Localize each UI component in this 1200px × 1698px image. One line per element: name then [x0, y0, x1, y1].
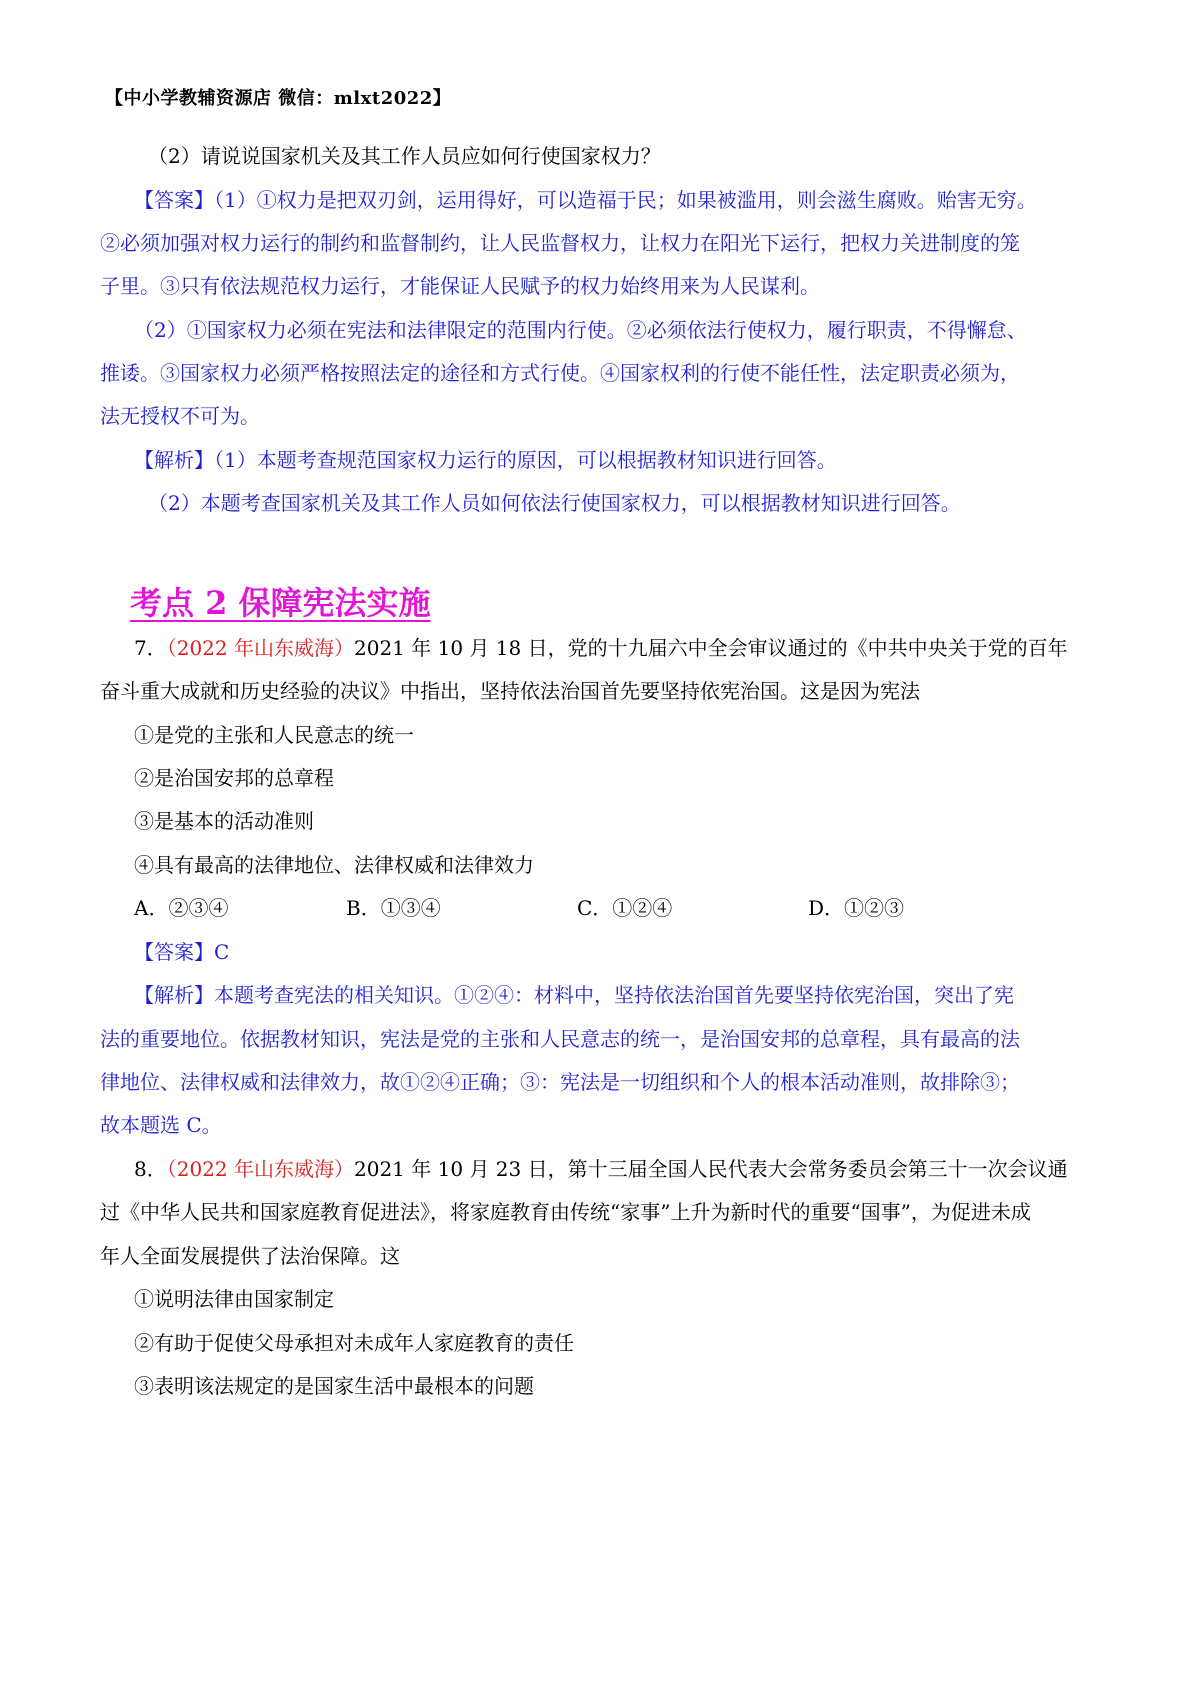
q8-stem-line-3: 年人全面发展提供了法治保障。这: [100, 1244, 400, 1268]
q7-analysis-line-2: 法的重要地位。依据教材知识，宪法是党的主张和人民意志的统一，是治国安邦的总章程，具有最高的法: [100, 1027, 1020, 1051]
q7-stem-line-1: [134, 634, 1068, 662]
q7-stem-line-2: 奋斗重大成就和历史经验的决议》中指出，坚持依法治国首先要坚持依宪治国。这是因为宪法: [100, 679, 920, 703]
q6-answer-line-4: （2）①国家权力必须在宪法和法律限定的范围内行使。②必须依法行使权力，履行职责，不得懈怠、: [134, 318, 1027, 342]
q8-stem-line-1: [134, 1155, 1068, 1183]
q7-option-b: B．①③④: [346, 896, 441, 920]
analysis-tag: 【解析】: [134, 983, 214, 1007]
q7-answer: [134, 938, 229, 966]
q8-source: （2022 年山东威海）: [166, 1157, 354, 1181]
section-title: 考点 2 保障宪法实施: [130, 584, 431, 622]
answer-tag: 【答案】: [134, 940, 214, 964]
q7-analysis-line-1: [134, 981, 1014, 1009]
q6-answer-line-5: 推诿。③国家权力必须严格按照法定的途径和方式行使。④国家权利的行使不能任性，法定职责必须为，: [100, 361, 1020, 385]
answer-text: （1）①权力是把双刃剑，运用得好，可以造福于民；如果被滥用，则会滋生腐败。贻害无穷。: [214, 188, 1037, 212]
q6-answer-line-2: ②必须加强对权力运行的制约和监督制约，让人民监督权力，让权力在阳光下运行，把权力关进制度的笼: [100, 231, 1020, 255]
q7-item-3: ③是基本的活动准则: [134, 809, 314, 833]
q7-analysis-line-3: 律地位、法律权威和法律效力，故①②④正确；③：宪法是一切组织和个人的根本活动准则，故排除③；: [100, 1070, 1020, 1094]
q7-item-2: ②是治国安邦的总章程: [134, 766, 334, 790]
q6-answer-line-6: 法无授权不可为。: [100, 404, 260, 428]
answer-value: C: [214, 940, 230, 964]
q6-analysis-line-2: （2）本题考查国家机关及其工作人员如何依法行使国家权力，可以根据教材知识进行回答。: [148, 491, 961, 515]
q7-stem-text: 2021 年 10 月 18 日，党的十九届六中全会审议通过的《中共中央关于党的百年: [354, 636, 1068, 660]
q7-item-4: ④具有最高的法律地位、法律权威和法律效力: [134, 853, 534, 877]
q7-item-1: ①是党的主张和人民意志的统一: [134, 723, 414, 747]
q7-analysis-line-4: 故本题选 C。: [100, 1113, 222, 1137]
analysis-text: （1）本题考查规范国家权力运行的原因，可以根据教材知识进行回答。: [214, 448, 837, 472]
q8-item-3: ③表明该法规定的是国家生活中最根本的问题: [134, 1374, 534, 1398]
q7-source: （2022 年山东威海）: [166, 636, 354, 660]
analysis-text: 本题考查宪法的相关知识。①②④：材料中，坚持依法治国首先要坚持依宪治国，突出了宪: [214, 983, 1014, 1007]
analysis-tag: 【解析】: [134, 448, 214, 472]
q8-stem-text: 2021 年 10 月 23 日，第十三届全国人民代表大会常务委员会第三十一次会议通: [354, 1157, 1068, 1181]
q7-option-a: A．②③④: [134, 896, 229, 920]
q8-number: 8．: [134, 1157, 167, 1181]
q7-option-d: D．①②③: [808, 896, 905, 920]
answer-tag: 【答案】: [134, 188, 214, 212]
q7-number: 7．: [134, 636, 167, 660]
q7-option-c: C．①②④: [577, 896, 673, 920]
q6-analysis-line-1: [134, 446, 837, 474]
q8-item-1: ①说明法律由国家制定: [134, 1287, 334, 1311]
q8-stem-line-2: 过《中华人民共和国家庭教育促进法》，将家庭教育由传统“家事”上升为新时代的重要“国事”，为促进未成: [100, 1200, 1031, 1224]
q8-item-2: ②有助于促使父母承担对未成年人家庭教育的责任: [134, 1331, 574, 1355]
q6-answer-line-3: 子里。③只有依法规范权力运行，才能保证人民赋予的权力始终用来为人民谋利。: [100, 274, 820, 298]
page-header: 【中小学教辅资源店 微信：mlxt2022】: [105, 88, 452, 109]
q6-part2-question: （2）请说说国家机关及其工作人员应如何行使国家权力？: [148, 144, 661, 168]
q6-answer-line-1: [134, 186, 1037, 214]
